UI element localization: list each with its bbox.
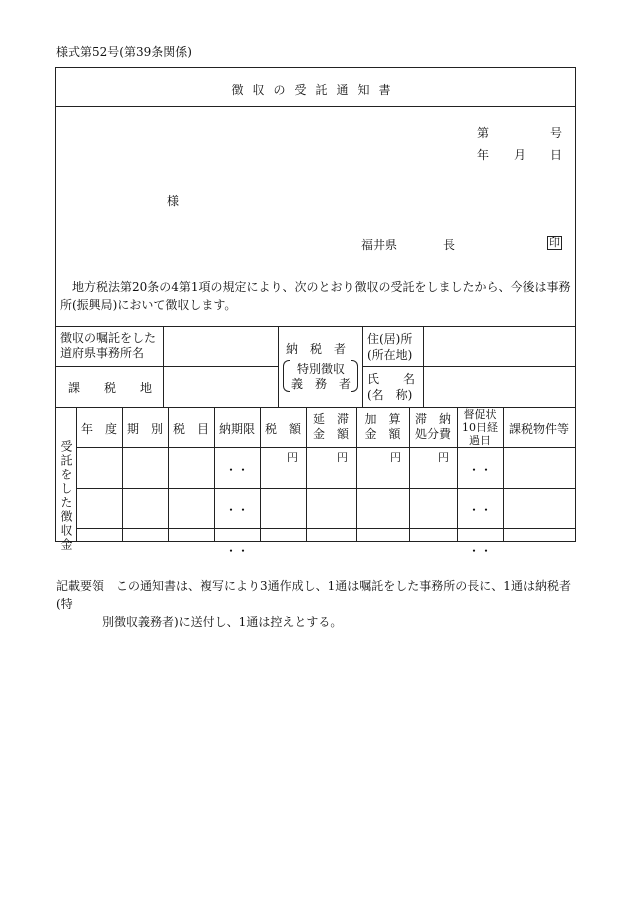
number-prefix: 第 — [477, 126, 490, 140]
seal-mark: 印 — [549, 236, 560, 249]
date-year: 年 — [477, 148, 490, 162]
col-header-notice-2: 10日経 — [462, 421, 498, 434]
sender-prefecture: 福井県 — [361, 238, 398, 252]
yen-unit-delay: 円 — [337, 451, 348, 464]
name-label-1: 氏 名 — [367, 372, 416, 386]
upper-table-mid-right — [362, 366, 575, 367]
date-day: 日 — [550, 148, 563, 162]
col-header-notice-1: 督促状 — [463, 408, 497, 421]
upper-table-mid-left — [56, 366, 278, 367]
upper-vline-4 — [423, 326, 424, 407]
collected-funds-side-label: 受託をした徴収金 — [59, 440, 73, 552]
col-header-amount: 税 額 — [264, 422, 301, 436]
col-header-item: 税 目 — [172, 422, 209, 436]
date-month: 月 — [514, 148, 527, 162]
special-collector-label-2: 義 務 者 — [291, 377, 352, 391]
upper-table-top — [56, 326, 575, 327]
col-header-notice-3: 過日 — [469, 434, 491, 447]
col-header-year: 年 度 — [80, 422, 117, 436]
upper-vline-1 — [163, 326, 164, 407]
bracket-right — [351, 360, 358, 392]
deadline-dots-row-1: ・・ — [224, 463, 249, 477]
name-label-2: (名 称) — [367, 388, 413, 402]
form-label: 様式第52号(第39条関係) — [56, 45, 192, 59]
sender-title: 長 — [443, 238, 456, 252]
address-label-1: 住(居)所 — [367, 332, 413, 346]
bracket-left — [283, 360, 290, 392]
lower-row-1-bottom — [76, 488, 575, 489]
special-collector-label-1: 特別徴収 — [296, 362, 345, 376]
number-suffix: 号 — [550, 126, 563, 140]
notice-dots-row-1: ・・ — [467, 463, 492, 477]
notice-form — [55, 67, 576, 558]
upper-vline-3 — [362, 326, 363, 407]
instructions-note — [56, 577, 576, 631]
lower-row-2-bottom — [76, 528, 575, 529]
col-header-disposal-1: 滞 納 — [414, 412, 451, 426]
notice-dots-row-3: ・・ — [467, 544, 492, 558]
yen-unit-amount: 円 — [287, 451, 298, 464]
col-header-delay-2: 金 額 — [312, 427, 349, 441]
tax-place-label: 課 税 地 — [67, 381, 152, 395]
notice-paragraph: 地方税法第20条の4第1項の規定により、次のとおり徴収の受託をしましたから、今後は事務所(振興局)において徴収します。 — [60, 280, 571, 312]
notes-line-2: 別徴収義務者)に送付し、1通は控えとする。 — [102, 615, 343, 629]
upper-vline-2 — [278, 326, 279, 407]
title-divider — [56, 106, 575, 107]
deadline-dots-row-3: ・・ — [224, 544, 249, 558]
col-header-deadline: 納期限 — [218, 422, 255, 436]
taxpayer-label: 納 税 者 — [286, 342, 347, 356]
deadline-dots-row-2: ・・ — [224, 503, 249, 517]
addressee-suffix: 様 — [167, 194, 180, 208]
commissioning-office-label: 徴収の嘱託をした道府県事務所名 — [60, 331, 157, 360]
col-header-disposal-2: 処分費 — [414, 427, 451, 441]
lower-header-bottom — [76, 447, 575, 448]
col-header-delay-1: 延 滞 — [312, 412, 349, 426]
col-header-period: 期 別 — [126, 422, 163, 436]
col-header-add-2: 金 額 — [364, 427, 401, 441]
col-header-property: 課税物件等 — [508, 422, 569, 436]
notes-line-1: この通知書は、複写により3通作成し、1通は嘱託をした事務所の長に、1通は納税者(特 — [56, 579, 571, 611]
yen-unit-add: 円 — [390, 451, 401, 464]
address-label-2: (所在地) — [367, 348, 413, 362]
form-title: 徴収の受託通知書 — [231, 83, 400, 97]
notes-label: 記載要領 — [56, 579, 105, 593]
col-header-add-1: 加 算 — [364, 412, 401, 426]
yen-unit-disposal: 円 — [438, 451, 449, 464]
notice-dots-row-2: ・・ — [467, 503, 492, 517]
